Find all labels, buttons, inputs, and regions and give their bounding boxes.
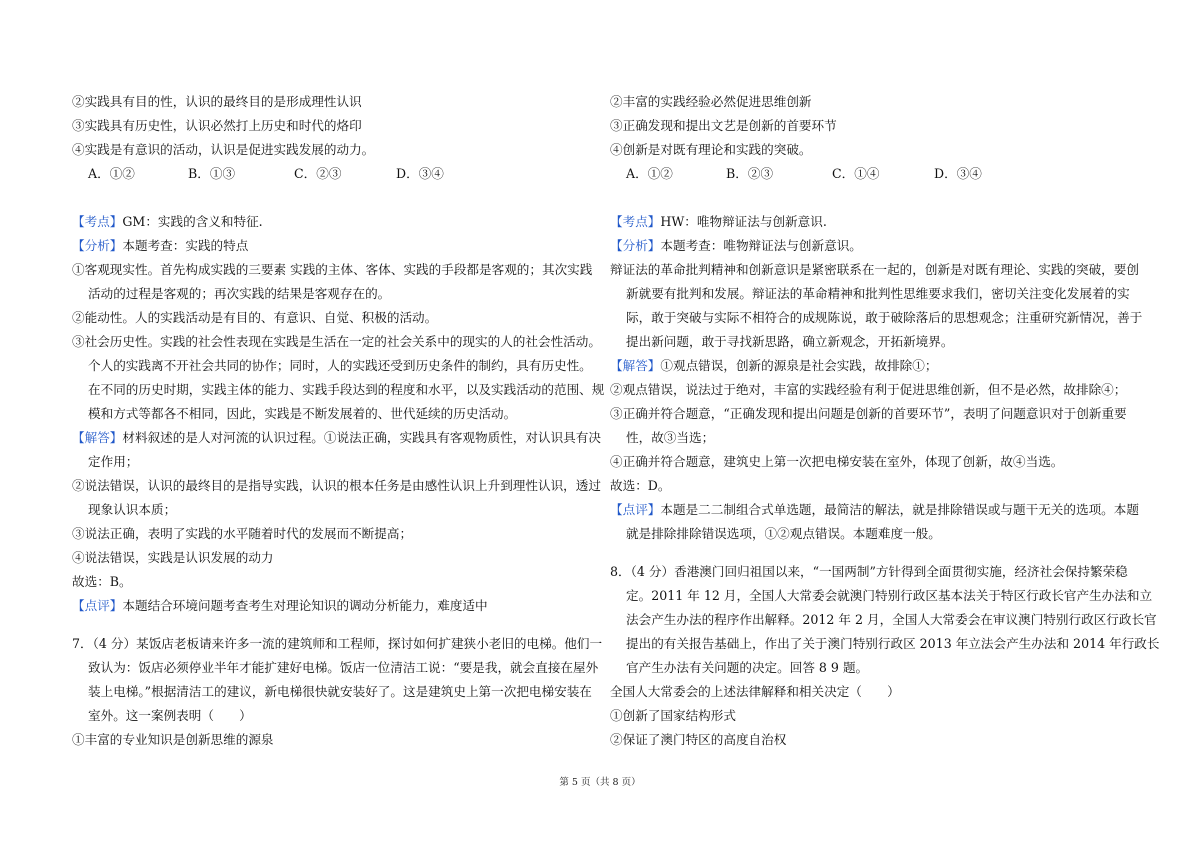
kaodian-tag: 【考点】 <box>72 214 123 229</box>
text-line: 定。2011 年 12 月，全国人大常委会就澳门特别行政区基本法关于特区行政长官产生办法和立 <box>626 588 1153 603</box>
text-line: 故选：B。 <box>72 574 132 589</box>
spacer <box>610 546 1135 560</box>
option-line: ④创新是对既有理论和实践的突破。 <box>610 142 812 157</box>
option-line: ②实践具有目的性，认识的最终目的是形成理性认识 <box>72 94 362 109</box>
text-line: ③正确并符合题意，“正确发现和提出问题是创新的首要环节”，表明了问题意识对于创新重要 <box>610 406 1127 421</box>
kaodian-line <box>72 210 592 234</box>
option-line: ④实践是有意识的活动，认识是促进实践发展的动力。 <box>72 142 375 157</box>
jieda-block <box>72 450 601 594</box>
dianping-tag: 【点评】 <box>72 598 123 613</box>
option-line: ③正确发现和提出文艺是创新的首要环节 <box>610 118 837 133</box>
text-line: 提出新问题，敢于寻找新思路，确立新观念，开拓新境界。 <box>626 334 954 349</box>
analysis-block <box>610 258 1143 354</box>
text-line: ①创新了国家结构形式 <box>610 708 736 723</box>
question-8 <box>610 560 1160 752</box>
analysis-block <box>72 258 605 426</box>
jieda-text: 材料叙述的是人对河流的认识过程。①说法正确，实践具有客观物质性，对认识具有决 <box>122 430 601 445</box>
dianping-text: 本题是二二制组合式单选题，最简洁的解法，就是排除错误或与题干无关的选项。本题 <box>660 502 1139 517</box>
dianping-line <box>72 594 592 618</box>
text-line: 在不同的历史时期，实践主体的能力、实践手段达到的程度和水平，以及实践活动的范围、规 <box>88 382 605 397</box>
jieda-tag: 【解答】 <box>610 358 661 373</box>
text-line: ②能动性。人的实践活动是有目的、有意识、自觉、积极的活动。 <box>72 310 438 325</box>
spacer <box>72 618 592 632</box>
kaodian-text: HW：唯物辩证法与创新意识. <box>660 214 827 229</box>
choice-a: A．①② <box>626 166 673 181</box>
text-line: 7．（4 分）某饭店老板请来许多一流的建筑师和工程师，探讨如何扩建狭小老旧的电梯。他们一 <box>72 636 603 651</box>
fenxi-tag: 【分析】 <box>72 238 123 253</box>
question-7 <box>72 632 603 752</box>
right-column <box>610 90 1160 752</box>
answer-choices <box>72 162 592 186</box>
text-line: ②保证了澳门特区的高度自治权 <box>610 732 787 747</box>
fenxi-line <box>610 234 1135 258</box>
choice-a: A．①② <box>88 166 135 181</box>
text-line: 模和方式等都各不相同，因此，实践是不断发展着的、世代延续的历史活动。 <box>88 406 517 421</box>
text-line: ③说法正确，表明了实践的水平随着时代的发展而不断提高； <box>72 526 413 541</box>
choice-b: B．②③ <box>726 166 774 181</box>
text-line: ①丰富的专业知识是创新思维的源泉 <box>72 732 274 747</box>
fenxi-text: 本题考查：实践的特点 <box>122 238 249 253</box>
choice-c: C．①④ <box>832 166 880 181</box>
text-line: 活动的过程是客观的；再次实践的结果是客观存在的。 <box>88 286 391 301</box>
jieda-tag: 【解答】 <box>72 430 123 445</box>
kaodian-text: GM：实践的含义和特征. <box>122 214 263 229</box>
text-line: 就是排除排除错误选项，①②观点错误。本题难度一般。 <box>626 526 941 541</box>
dianping-block <box>610 522 1135 546</box>
text-line: ②观点错误，说法过于绝对，丰富的实践经验有利于促进思维创新，但不是必然，故排除④； <box>610 382 1127 397</box>
text-line: ②说法错误，认识的最终目的是指导实践，认识的根本任务是由感性认识上升到理性认识，透过 <box>72 478 601 493</box>
text-line: 8．（4 分）香港澳门回归祖国以来，“一国两制”方针得到全面贯彻实施，经济社会保持繁荣稳 <box>610 564 1128 579</box>
jieda-line <box>72 426 601 450</box>
answer-choices <box>610 162 1135 186</box>
text-line: 官产生办法有关问题的决定。回答 8 9 题。 <box>626 660 869 675</box>
text-line: 际，敢于突破与实际不相符合的成规陈说，敢于破除落后的思想观念；注重研究新情况，善于 <box>626 310 1143 325</box>
fenxi-tag: 【分析】 <box>610 238 661 253</box>
jieda-block <box>610 378 1135 498</box>
text-line: 装上电梯。”根据清洁工的建议，新电梯很快就安装好了。这是建筑史上第一次把电梯安装在 <box>88 684 592 699</box>
dianping-line <box>610 498 1139 522</box>
text-line: 室外。这一案例表明（ ） <box>88 708 252 723</box>
left-column <box>72 90 605 752</box>
fenxi-text: 本题考查：唯物辩证法与创新意识。 <box>660 238 862 253</box>
spacer <box>72 186 592 210</box>
text-line: ④正确并符合题意，建筑史上第一次把电梯安装在室外，体现了创新，故④当选。 <box>610 454 1064 469</box>
text-line: 辩证法的革命批判精神和创新意识是紧密联系在一起的，创新是对既有理论、实践的突破，要创 <box>610 262 1139 277</box>
text-line: 致认为：饭店必须停业半年才能扩建好电梯。饭店一位清洁工说：“要是我，就会直接在屋外 <box>88 660 599 675</box>
page-footer: 第 5 页（共 8 页） <box>559 777 641 788</box>
option-line: ②丰富的实践经验必然促进思维创新 <box>610 94 812 109</box>
text-line: 现象认识本质； <box>88 502 177 517</box>
fenxi-line <box>72 234 592 258</box>
dianping-tag: 【点评】 <box>610 502 661 517</box>
text-line: 法会产生办法的程序作出解释。2012 年 2 月，全国人大常委会在审议澳门特别行政区行政长官 <box>626 612 1157 627</box>
text-line: ①客观现实性。首先构成实践的三要素 实践的主体、客体、实践的手段都是客观的；其次实践 <box>72 262 593 277</box>
text-line: 个人的实践离不开社会共同的协作；同时，人的实践还受到历史条件的制约，具有历史性。 <box>88 358 592 373</box>
text-line: 提出的有关报告基础上，作出了关于澳门特别行政区 2013 年立法会产生办法和 2014 年行政长 <box>626 636 1160 651</box>
dianping-text: 本题结合环境问题考查考生对理论知识的调动分析能力，难度适中 <box>122 598 488 613</box>
choice-b: B．①③ <box>188 166 236 181</box>
spacer <box>610 186 1135 210</box>
text-line: ③社会历史性。实践的社会性表现在实践是生活在一定的社会关系中的现实的人的社会性活动。 <box>72 334 601 349</box>
kaodian-line <box>610 210 1135 234</box>
text-line: ④说法错误，实践是认识发展的动力 <box>72 550 274 565</box>
text-line: 定作用； <box>88 454 139 469</box>
text-line: 性，故③当选； <box>626 430 715 445</box>
text-line: 新就要有批判和发展。辩证法的革命精神和批判性思维要求我们，密切关注变化发展着的实 <box>626 286 1130 301</box>
text-line: 全国人大常委会的上述法律解释和相关决定（ ） <box>610 684 900 699</box>
option-line: ③实践具有历史性，认识必然打上历史和时代的烙印 <box>72 118 362 133</box>
choice-d: D．③④ <box>396 166 444 181</box>
text-line: 故选：D。 <box>610 478 671 493</box>
kaodian-tag: 【考点】 <box>610 214 661 229</box>
jieda-text: ①观点错误，创新的源泉是社会实践，故排除①； <box>660 358 938 373</box>
jieda-line <box>610 354 1135 378</box>
choice-c: C．②③ <box>294 166 342 181</box>
choice-d: D．③④ <box>934 166 982 181</box>
